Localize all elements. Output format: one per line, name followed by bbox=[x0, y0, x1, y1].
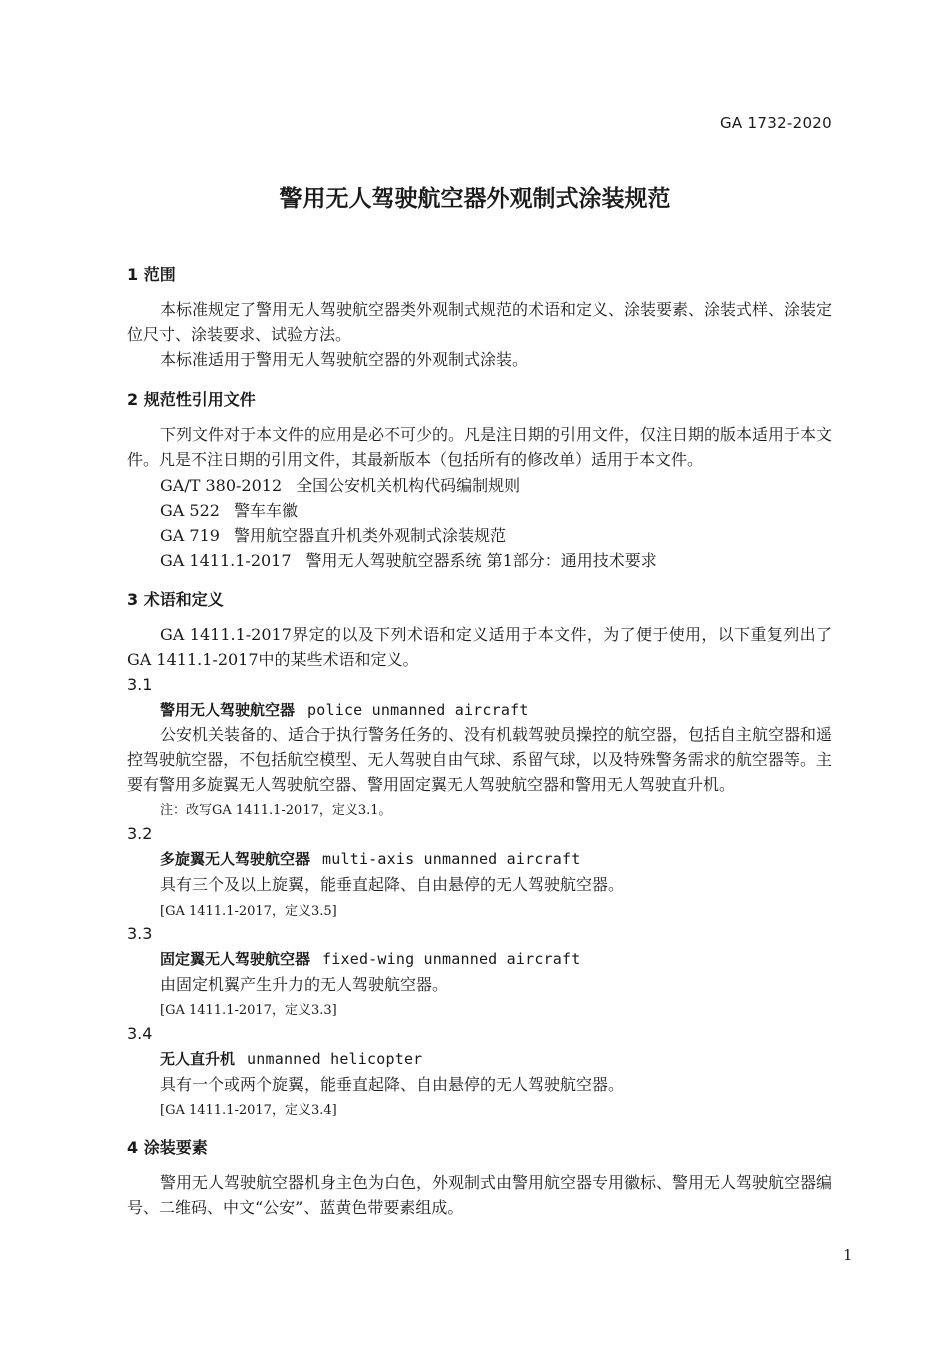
term-zh: 警用无人驾驶航空器 bbox=[160, 701, 296, 719]
reference-code: GA 1411.1-2017 bbox=[160, 551, 292, 570]
section-1-heading: 1 范围 bbox=[127, 265, 176, 284]
term-title bbox=[160, 1048, 422, 1069]
reference-item bbox=[160, 473, 520, 496]
term-definition: 具有三个及以上旋翼，能垂直起降、自由悬停的无人驾驶航空器。 bbox=[160, 875, 625, 894]
section-3-intro bbox=[127, 622, 832, 672]
term-number: 3.1 bbox=[127, 675, 153, 694]
term-zh: 多旋翼无人驾驶航空器 bbox=[160, 850, 311, 868]
term-zh: 固定翼无人驾驶航空器 bbox=[160, 950, 311, 968]
term-source: [GA 1411.1-2017，定义3.3] bbox=[160, 1003, 337, 1018]
reference-item bbox=[160, 523, 506, 546]
section-4-heading: 4 涂装要素 bbox=[127, 1138, 208, 1157]
section-4-paragraph: 警用无人驾驶航空器机身主色为白色，外观制式由警用航空器专用徽标、警用无人驾驶航空器编号、二维码、中文“公安”、蓝黄色带要素组成。 bbox=[127, 1173, 833, 1217]
page-title: 警用无人驾驶航空器外观制式涂装规范 bbox=[279, 186, 671, 212]
term-definition: 具有一个或两个旋翼，能垂直起降、自由悬停的无人驾驶航空器。 bbox=[160, 1075, 625, 1094]
term-zh: 无人直升机 bbox=[160, 1050, 236, 1068]
term-source: [GA 1411.1-2017，定义3.4] bbox=[160, 1103, 337, 1118]
reference-title: 警用无人驾驶航空器系统 第1部分：通用技术要求 bbox=[305, 551, 657, 570]
section-2-heading: 2 规范性引用文件 bbox=[127, 390, 256, 409]
term-definition bbox=[127, 722, 832, 797]
section-1-body bbox=[127, 297, 832, 372]
reference-title: 警用航空器直升机类外观制式涂装规范 bbox=[233, 526, 506, 545]
reference-item bbox=[160, 498, 298, 521]
term-en: multi-axis unmanned aircraft bbox=[322, 850, 581, 868]
term-title bbox=[160, 948, 580, 969]
section-3-heading: 3 术语和定义 bbox=[127, 590, 224, 609]
page-number: 1 bbox=[843, 1246, 853, 1264]
section-2-body bbox=[127, 422, 832, 472]
section-4-body bbox=[127, 1170, 832, 1220]
reference-title: 全国公安机关机构代码编制规则 bbox=[296, 476, 521, 495]
term-en: unmanned helicopter bbox=[247, 1050, 423, 1068]
reference-code: GA 522 bbox=[160, 501, 220, 520]
term-title bbox=[160, 848, 580, 869]
term-source: [GA 1411.1-2017，定义3.5] bbox=[160, 904, 337, 919]
reference-item bbox=[160, 548, 657, 571]
reference-code: GA/T 380-2012 bbox=[160, 476, 283, 495]
term-definition: 由固定机翼产生升力的无人驾驶航空器。 bbox=[160, 975, 449, 994]
term-definition-text: 公安机关装备的、适合于执行警务任务的、没有机载驾驶员操控的航空器，包括自主航空器和遥控驾驶航空器，不包括航空模型、无人驾驶自由气球、系留气球，以及特殊警务需求的航空器等。主要有警用多旋翼无人驾驶航空器、警用固定翼无人驾驶航空器和警用无人驾驶直升机。 bbox=[127, 725, 833, 794]
reference-title: 警车车徽 bbox=[233, 501, 298, 520]
section-2-paragraph: 下列文件对于本文件的应用是必不可少的。凡是注日期的引用文件，仅注日期的版本适用于本文件。凡是不注日期的引用文件，其最新版本（包括所有的修改单）适用于本文件。 bbox=[127, 425, 833, 469]
section-3-paragraph: GA 1411.1-2017界定的以及下列术语和定义适用于本文件，为了便于使用，以下重复列出了GA 1411.1-2017中的某些术语和定义。 bbox=[127, 625, 832, 669]
term-title bbox=[160, 699, 529, 720]
reference-code: GA 719 bbox=[160, 526, 220, 545]
section-1-paragraph: 本标准适用于警用无人驾驶航空器的外观制式涂装。 bbox=[160, 350, 529, 369]
section-1-paragraph: 本标准规定了警用无人驾驶航空器类外观制式规范的术语和定义、涂装要素、涂装式样、涂装定位尺寸、涂装要求、试验方法。 bbox=[127, 300, 833, 344]
standard-code: GA 1732-2020 bbox=[719, 114, 832, 132]
term-number: 3.2 bbox=[127, 824, 153, 843]
term-number: 3.4 bbox=[127, 1024, 153, 1043]
term-number: 3.3 bbox=[127, 924, 153, 943]
term-en: fixed-wing unmanned aircraft bbox=[322, 950, 581, 968]
term-note: 注：改写GA 1411.1-2017，定义3.1。 bbox=[160, 803, 392, 818]
term-en: police unmanned aircraft bbox=[307, 701, 529, 719]
